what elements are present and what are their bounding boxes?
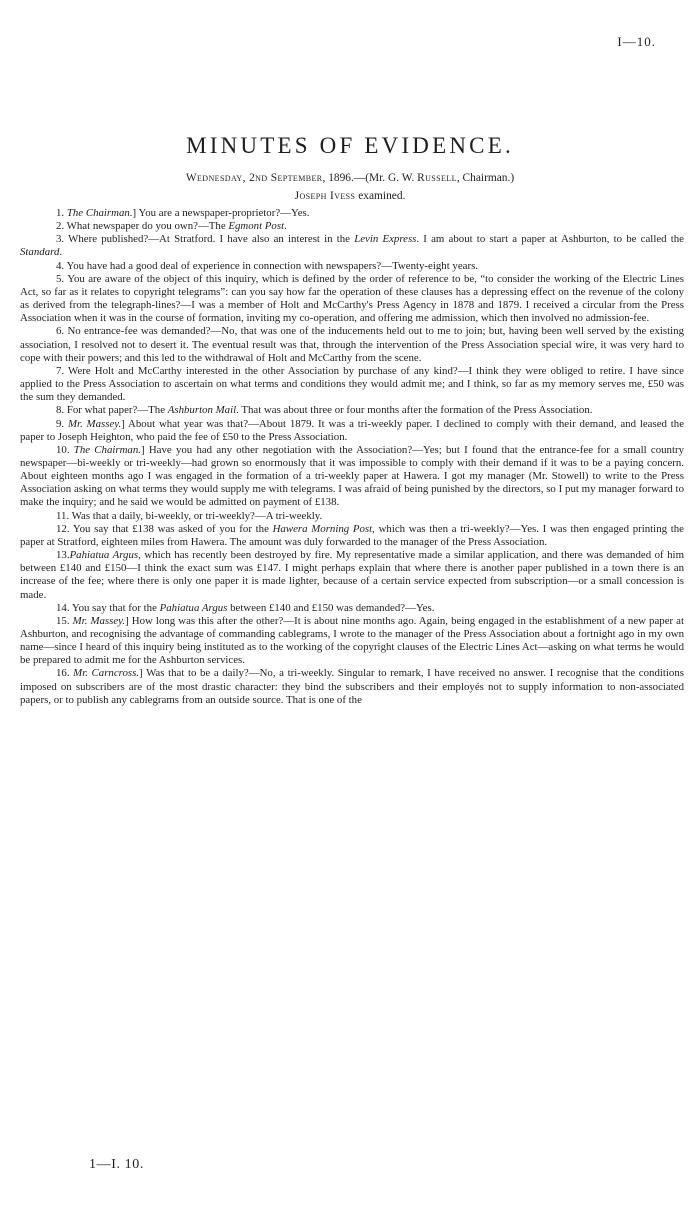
paragraph-text: . I am about to start a paper at Ashburton, to be called the <box>416 233 684 246</box>
chairman-suffix: , Chairman.) <box>456 172 515 184</box>
newspaper-title: Pahiatua Argus <box>69 549 139 562</box>
speaker-name: Mr. Massey. <box>67 417 122 430</box>
witness-line <box>0 190 700 202</box>
paragraph-14 <box>20 602 684 615</box>
question-number: 12. <box>56 522 70 535</box>
question-number: 5. <box>56 272 65 285</box>
paragraph-3 <box>20 233 684 259</box>
paragraph-text: between £140 and £150 was demanded?—Yes. <box>227 601 435 614</box>
question-number: 4. <box>56 259 65 272</box>
question-number: 6. <box>56 325 65 338</box>
newspaper-title: Standard <box>20 246 60 259</box>
paragraph-4 <box>20 260 684 273</box>
paragraph-text: Where published?—At Stratford. I have also an interest in the <box>64 233 355 246</box>
paragraph-text: Was that a daily, bi-weekly, or tri-weekly?—A tri-weekly. <box>69 509 323 522</box>
newspaper-title: Pahiatua Argus <box>159 601 228 614</box>
paragraph-text: . <box>284 220 287 233</box>
speaker-name: The Chairman. <box>66 207 133 219</box>
question-number: 8. <box>56 404 65 417</box>
paragraph-text: For what paper?—The <box>64 404 168 417</box>
question-number: 15. <box>56 614 70 627</box>
paragraph-text: You are aware of the object of this inquiry, which is defined by the order of reference to be, “to consider the working of the Electric Lines Act, so far as it relates to copyright telegrams”: can you say how far the operation of these clauses has a depressing effect on the revenue of the colony as derived from the telegraph-lines?—I was a member of Holt and McCarthy's Press Agency in 1878 and 1879. I received a circular from the Press Association when it was in the course of formation, inviting my co-operation, and offering me admission, which then involved no admission-fee. <box>20 272 684 325</box>
paragraph-text: . That was about three or four months after the formation of the Press Association. <box>236 404 593 417</box>
paragraph-15 <box>20 615 684 668</box>
paragraph-text: ] Have you had any other negotiation with the Association?—Yes; but I found that the entrance-fee for a small country newspaper—bi-weekly or tri-weekly—had grown so enormously that it was impossible to comply with their demand if it was to be a paying concern. About eighteen months ago I was engaged in the formation of a tri-weekly paper at Hawera. I got my manager (Mr. Stowell) to write to the Press Association asking on what terms they would supply me with telegrams. I was afraid of being punished by the directors, so I put my manager forward to make the inquiry; and he said we would be admitted on payment of £138. <box>20 443 685 509</box>
paragraph-text: You say that £138 was asked of you for the <box>69 522 273 535</box>
paragraph-16 <box>20 667 684 706</box>
paragraph-text: , which has recently been destroyed by fire. My representative made a similar application, and there was demanded of him between £140 and £150—I think the exact sum was £147. I might perhaps explain that where there is another paper published in a town there is an increase of the fee; where there is only one paper it is made lighter, because of a certain service expected from subscription—or a small concession is made. <box>20 549 685 601</box>
newspaper-title: Hawera Morning Post <box>272 522 373 535</box>
paragraph-text: . <box>59 246 63 259</box>
printer-signature: 1—I. 10. <box>89 1157 144 1172</box>
paragraph-text: ] You are a newspaper-proprietor?—Yes. <box>132 207 310 219</box>
session-day: Wednesday, 2nd September <box>185 172 323 184</box>
question-number: 11. <box>56 509 70 522</box>
paragraph-text: Were Holt and McCarthy interested in the other Association by purchase of any kind?—I think they were obliged to retire. I have since applied to the Press Association to ascertain on what terms and conditions they would admit me; and I think, so far as my memory serves me, £50 was the sum they demanded. <box>20 364 684 404</box>
paragraph-8 <box>20 404 684 417</box>
question-number: 14. <box>56 601 70 614</box>
speaker-name: The Chairman. <box>73 443 141 456</box>
paragraph-11 <box>20 510 684 523</box>
question-number: 1. <box>56 207 65 219</box>
witness-name: Joseph Ivess <box>294 190 356 202</box>
newspaper-title: Ashburton Mail <box>167 404 237 417</box>
witness-suffix: examined. <box>355 190 406 202</box>
paragraph-text: You have had a good deal of experience in connection with newspapers?—Twenty-eight years. <box>64 259 479 272</box>
paragraph-text: ] About what year was that?—About 1879. It was a tri-weekly paper. I declined to comply with their demand, and leased the paper to Joseph Heighton, who paid the fee of £50 to the Press Association. <box>20 417 685 443</box>
speaker-name: Mr. Massey. <box>72 614 126 627</box>
paragraph-10 <box>20 444 684 510</box>
paragraph-12 <box>20 523 684 549</box>
paragraph-text: No entrance-fee was demanded?—No, that was one of the inducements held out to me to join; but, having been well served by the existing association, I resolved not to desert it. The eventual result was that, through the intervention of the Press Association special wire, it was very hard to cope with their powers; and this led to the withdrawal of Holt and McCarthy from the scene. <box>20 325 684 364</box>
chairman-name: Russell <box>417 172 457 184</box>
paragraph-6 <box>20 325 684 364</box>
page-reference: I—10. <box>617 34 656 49</box>
paragraph-7 <box>20 365 684 404</box>
paragraph-text: ] How long was this after the other?—It is about nine months ago. Again, being engaged in the establishment of a new paper at Ashburton, and recognising the advantage of commanding cablegrams, I wrote to the manager of the Press Association about a fortnight ago in my own name—since I heard of this inquiry being instituted as to the working of the copyright clauses of the Electric Lines Act—asking on what terms he would be prepared to admit me for the Ashburton services. <box>20 614 685 667</box>
question-number: 16. <box>56 667 70 680</box>
paragraph-9 <box>20 418 684 444</box>
speaker-name: Mr. Carncross. <box>73 667 140 680</box>
evidence-body <box>20 207 684 707</box>
question-number: 3. <box>56 233 65 246</box>
newspaper-title: Egmont Post <box>228 220 285 233</box>
session-line <box>0 172 700 184</box>
session-date: , 1896.—(Mr. G. W. <box>322 172 418 184</box>
newspaper-title: Levin Express <box>354 233 417 246</box>
paragraph-13 <box>20 549 684 602</box>
paragraph-text: , which was then a tri-weekly?—Yes. I was then engaged printing the paper at Stratford, eighteen miles from Hawera. The amount was duly forwarded to the manager of the Press Association. <box>20 522 684 548</box>
paragraph-text: You say that for the <box>69 601 160 614</box>
question-number: 9. <box>56 417 65 430</box>
question-number: 2. <box>56 220 65 233</box>
paragraph-text: ] Was that to be a daily?—No, a tri-weekly. Singular to remark, I have received no answer. I recognise that the conditions imposed on subscribers are of the most drastic character: they bind the subscribers and their employés not to supply information to non-associated papers, or to publish any cablegrams from an outside source. That is one of the <box>20 667 684 706</box>
paragraph-text: What newspaper do you own?—The <box>64 220 229 233</box>
paragraph-2 <box>20 220 684 233</box>
question-number: 7. <box>56 364 65 377</box>
paragraph-1 <box>20 207 684 220</box>
question-number: 10. <box>56 443 70 456</box>
document-title: MINUTES OF EVIDENCE. <box>186 133 514 159</box>
question-number: 13. <box>56 549 70 562</box>
paragraph-5 <box>20 273 684 326</box>
